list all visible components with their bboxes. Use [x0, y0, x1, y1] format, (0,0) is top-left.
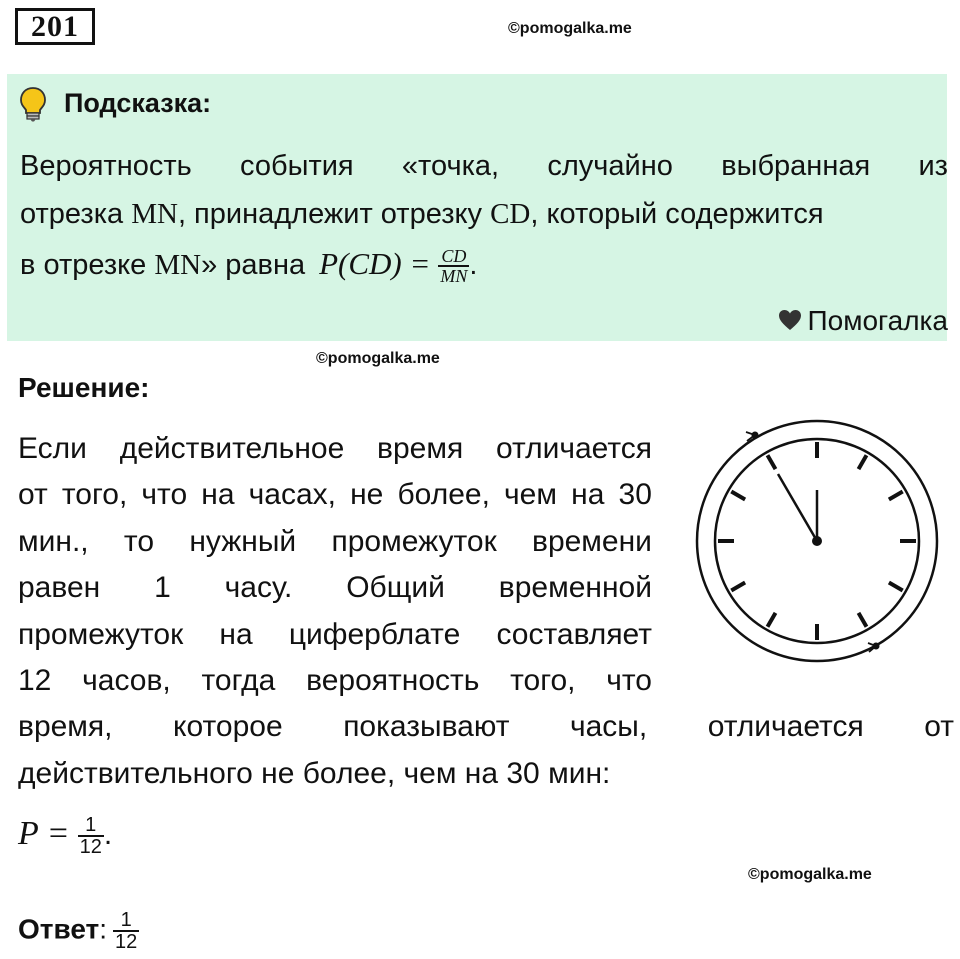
solution-line-1	[18, 432, 652, 466]
word: чем	[504, 478, 557, 511]
word: от	[924, 710, 954, 743]
formula-lhs: P =	[18, 815, 70, 852]
formula-lhs: P(CD) =	[319, 246, 431, 281]
clock-diagram	[690, 414, 944, 668]
word: промежуток	[18, 618, 184, 651]
formula-fraction	[438, 247, 469, 285]
word: часов,	[82, 664, 171, 697]
word: время,	[18, 710, 113, 743]
word: отличается	[495, 432, 652, 465]
word: 30	[618, 478, 652, 511]
text: отрезка	[20, 198, 132, 230]
word: действительное	[119, 432, 345, 465]
word: того,	[61, 478, 128, 511]
fraction-denominator: 12	[115, 931, 138, 953]
hint-title: Подсказка:	[64, 88, 212, 118]
word: которое	[173, 710, 283, 743]
word: равен	[18, 571, 101, 604]
segment-cd: CD	[490, 198, 531, 230]
word: вероятность	[306, 664, 480, 697]
word: часу.	[224, 571, 293, 604]
answer-label: Ответ	[18, 913, 100, 945]
word: выбранная	[721, 150, 871, 182]
word: временной	[498, 571, 652, 604]
word: Вероятность	[20, 150, 192, 182]
word: времени	[532, 525, 652, 558]
brand-name: Помогалка	[807, 305, 948, 336]
solution-line-7	[18, 710, 954, 744]
brand	[778, 305, 948, 337]
fraction-denominator: 12	[79, 836, 102, 859]
word: события	[240, 150, 354, 182]
word: «точка,	[401, 150, 500, 182]
answer	[18, 910, 139, 952]
word: Общий	[346, 571, 445, 604]
word: мин.,	[18, 525, 89, 558]
word: тогда	[201, 664, 276, 697]
problem-number: 201	[15, 8, 95, 45]
word: часах,	[248, 478, 336, 511]
word: на	[219, 618, 253, 651]
heart-icon	[778, 309, 802, 331]
fraction-denominator: MN	[440, 266, 468, 287]
word: от	[18, 478, 48, 511]
word: часы,	[569, 710, 648, 743]
word: Если	[18, 432, 87, 465]
word: не	[350, 478, 384, 511]
word: циферблате	[288, 618, 461, 651]
word: на	[201, 478, 235, 511]
word: из	[918, 150, 948, 182]
text: в отрезке	[20, 249, 155, 281]
minute-hand	[778, 474, 817, 541]
text: » равна	[201, 249, 306, 281]
word: что	[141, 478, 188, 511]
solution-line-8: действительного не более, чем на 30 мин:	[18, 757, 611, 790]
watermark-middle: ©pomogalka.me	[316, 350, 440, 367]
word: что	[606, 664, 652, 697]
text: :	[99, 913, 108, 945]
formula-fraction	[78, 815, 104, 857]
text: .	[103, 818, 113, 851]
solution-title: Решение:	[18, 372, 150, 403]
word: показывают	[343, 710, 510, 743]
clock-center	[812, 536, 822, 546]
text: .	[469, 249, 478, 281]
answer-fraction	[113, 910, 139, 952]
word: более,	[397, 478, 490, 511]
solution-line-4	[18, 571, 652, 605]
word: нужный	[189, 525, 297, 558]
fraction-numerator: 1	[78, 815, 104, 837]
segment-mn: MN	[131, 198, 178, 230]
solution-line-3	[18, 525, 652, 559]
word: случайно	[547, 150, 673, 182]
hint-line-1	[20, 150, 948, 183]
solution-line-6	[18, 664, 652, 698]
fraction-numerator: CD	[438, 247, 469, 267]
solution-formula	[18, 815, 112, 857]
word: на	[571, 478, 605, 511]
text: , принадлежит отрезку	[177, 198, 491, 230]
lightbulb-icon	[18, 86, 48, 122]
word: того,	[510, 664, 576, 697]
word: то	[123, 525, 155, 558]
solution-line-5	[18, 618, 652, 652]
text: , который содержится	[530, 198, 824, 230]
hint-line-3	[20, 246, 948, 285]
word: отличается	[707, 710, 864, 743]
word: промежуток	[331, 525, 497, 558]
hint-line-2	[20, 198, 948, 231]
solution-line-2	[18, 478, 652, 512]
word: 12	[18, 664, 52, 697]
word: время	[377, 432, 464, 465]
watermark-bottom: ©pomogalka.me	[748, 866, 872, 883]
watermark-top: ©pomogalka.me	[508, 20, 632, 37]
word: составляет	[496, 618, 652, 651]
fraction-numerator: 1	[113, 910, 139, 932]
word: 1	[154, 571, 171, 604]
segment-mn: MN	[154, 249, 202, 281]
